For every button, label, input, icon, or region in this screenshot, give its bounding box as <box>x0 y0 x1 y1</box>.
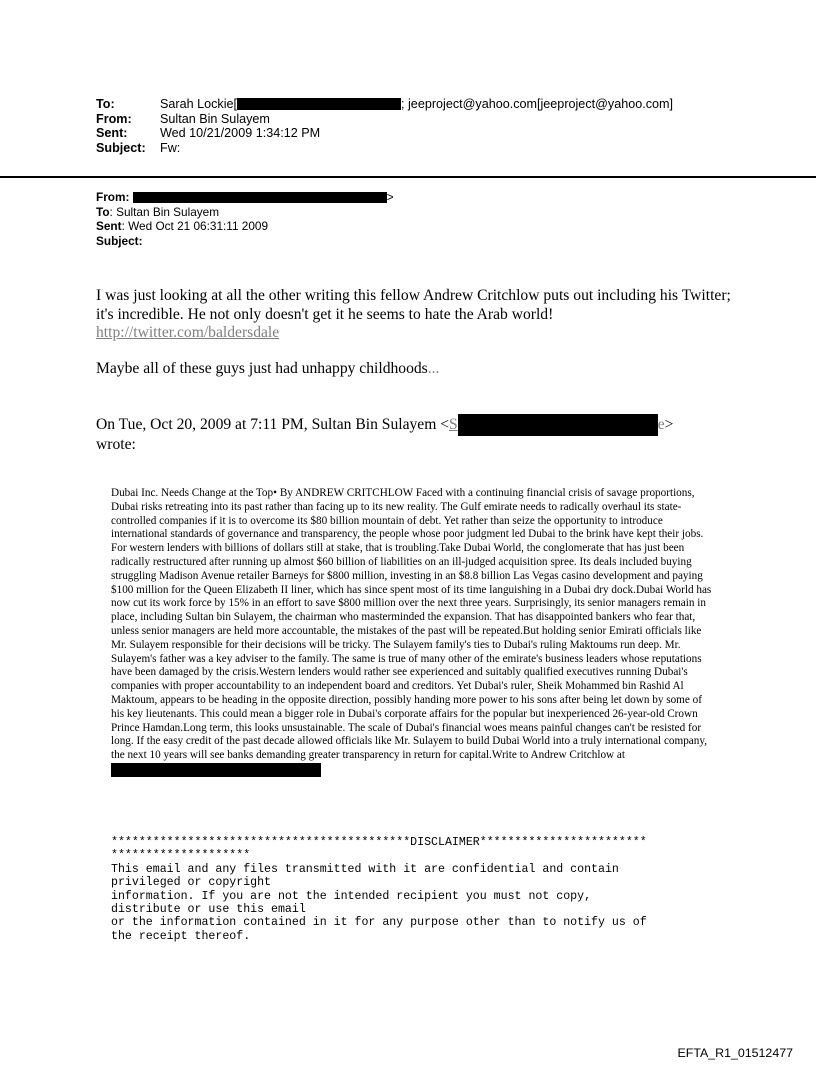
to-label: To: <box>96 97 115 111</box>
fwd-from-label: From <box>96 190 126 204</box>
disclaimer-line: ******************** <box>111 849 251 863</box>
quoted-article <box>111 487 717 779</box>
quote-gt: > <box>664 416 674 433</box>
header-subject-row <box>96 141 673 156</box>
disclaimer-line: the receipt thereof. <box>111 929 251 943</box>
disclaimer-line: *******************************************DISCLAIMER************************ <box>111 836 647 849</box>
quote-intro-text: On Tue, Oct 20, 2009 at 7:11 PM, Sultan Bin Sulayem < <box>96 416 450 433</box>
fwd-subject-label: Subject <box>96 233 139 248</box>
quote-email-fragment-end: e <box>657 416 665 433</box>
header-to-row <box>96 97 673 112</box>
header-sent-row <box>96 126 673 141</box>
article-text: Dubai Inc. Needs Change at the Top• By ANDREW CRITCHLOW Faced with a continuing financial crisis of savage proportions, Dubai risks retreating into its past rather than facing up to its new reality. The Gulf emirate needs to radically overhaul its state-controlled companies if it is to overcome its $80 billion mountain of debt. Yet rather than seize the opportunity to introduce international standards of governance and transparency, the people whose poor judgment led Dubai to the brink have kept their jobs. For western lenders with billions of dollars still at stake, that is troubling.Take Dubai World, the conglomerate that has just been radically restructured after running up almost $60 billion of liabilities on an ill-judged acquisition spree. Its deals included buying struggling Madison Avenue retailer Barneys for $800 million, investing in an $8.8 billion Las Vegas casino development and paying $100 million for the Queen Elizabeth II liner, which has since spent most of its time languishing in a Dubai dry dock.Dubai World has now cut its work force by 15% in an effort to save $800 million over the next three years. Surprisingly, its senior managers remain in place, including Sultan bin Sulayem, the chairman who masterminded the expansion. That has disappointed bankers who fear that, unless senior managers are held more accountable, the mistakes of the past will be repeated.But holding senior Emirati officials like Mr. Sulayem responsible for their decisions will be tricky. The Sulayem family's ties to Dubai's ruling Maktoums run deep. Mr. Sulayem's father was a key adviser to the family. The same is true of many other of the emirate's business leaders whose reputations have been damaged by the crisis.Western lenders would rather see experienced and suitably qualified executives running Dubai's companies with proper accountability to an independent board and creditors. Yet Dubai's ruler, Sheik Mohammed bin Rashid Al Maktoum, appears to be heading in the opposite direction, possibly handing more power to his sons after being let down by some of his key lieutenants. This could mean a bigger role in Dubai's corporate affairs for the popular but inexperienced 26-year-old Crown Prince Hamdan.Long term, this looks unsustainable. The scale of Dubai's financial woes means painful changes can't be resisted for long. If the easy credit of the past decade allowed officials like Mr. Sulayem to build Dubai World into a truly international company, the next 10 years will see banks demanding greater transparency in return for capital.Write to Andrew Critchlow at <box>111 487 712 762</box>
disclaimer-line: distribute or use this email <box>111 903 306 917</box>
disclaimer-line: This email and any files transmitted with it are confidential and contain <box>111 862 619 876</box>
message-text-2: Maybe all of these guys just had unhappy childhoods <box>96 360 428 377</box>
redaction-bar <box>458 414 658 436</box>
sent-value: Wed 10/21/2009 1:34:12 PM <box>160 126 321 140</box>
header-divider <box>0 176 816 178</box>
fwd-subject-row <box>96 234 394 249</box>
message-text-1: I was just looking at all the other writing this fellow Andrew Critchlow puts out including his Twitter; it's incredible. He not only doesn't get it he seems to hate the Arab world! <box>96 287 731 323</box>
redaction-bar <box>133 192 387 203</box>
to-rest: ; jeeproject@yahoo.com[jeeproject@yahoo.com] <box>401 97 673 111</box>
message-paragraph-2 <box>96 360 439 379</box>
quote-intro <box>96 414 716 455</box>
disclaimer <box>111 836 751 943</box>
email-header <box>96 97 673 155</box>
subject-label: Subject: <box>96 140 146 155</box>
fwd-to-row <box>96 205 394 220</box>
quote-wrote: wrote: <box>96 436 136 453</box>
redaction-bar <box>237 98 401 110</box>
forwarded-header <box>96 190 394 248</box>
fwd-to-label: To <box>96 204 110 219</box>
disclaimer-line: privileged or copyright <box>111 876 272 890</box>
header-from-row <box>96 112 673 127</box>
twitter-link[interactable]: http://twitter.com/baldersdale <box>96 324 280 341</box>
fwd-subject-value: : <box>138 233 143 248</box>
message-paragraph-1 <box>96 287 736 343</box>
fwd-sent-label: Sent <box>96 219 122 233</box>
document-id: EFTA_R1_01512477 <box>677 1046 793 1060</box>
ellipsis: ... <box>427 360 440 377</box>
from-value: Sultan Bin Sulayem <box>160 111 270 126</box>
redaction-bar <box>111 763 321 777</box>
to-name: Sarah Lockie[ <box>160 97 238 111</box>
fwd-to-value: : Sultan Bin Sulayem <box>109 204 220 219</box>
fwd-sent-row <box>96 219 394 234</box>
fwd-from-row: From: > <box>96 190 394 204</box>
subject-value: Fw: <box>160 140 181 155</box>
fwd-sent-value: : Wed Oct 21 06:31:11 2009 <box>121 219 269 233</box>
to-value <box>160 97 673 112</box>
quote-email-fragment-start: S <box>449 416 458 433</box>
disclaimer-line: or the information contained in it for any purpose other than to notify us of <box>111 916 647 930</box>
from-label: From: <box>96 111 132 126</box>
sent-label: Sent: <box>96 126 128 140</box>
disclaimer-line: information. If you are not the intended recipient you must not copy, <box>111 889 592 903</box>
fwd-from-tail: > <box>386 190 394 204</box>
